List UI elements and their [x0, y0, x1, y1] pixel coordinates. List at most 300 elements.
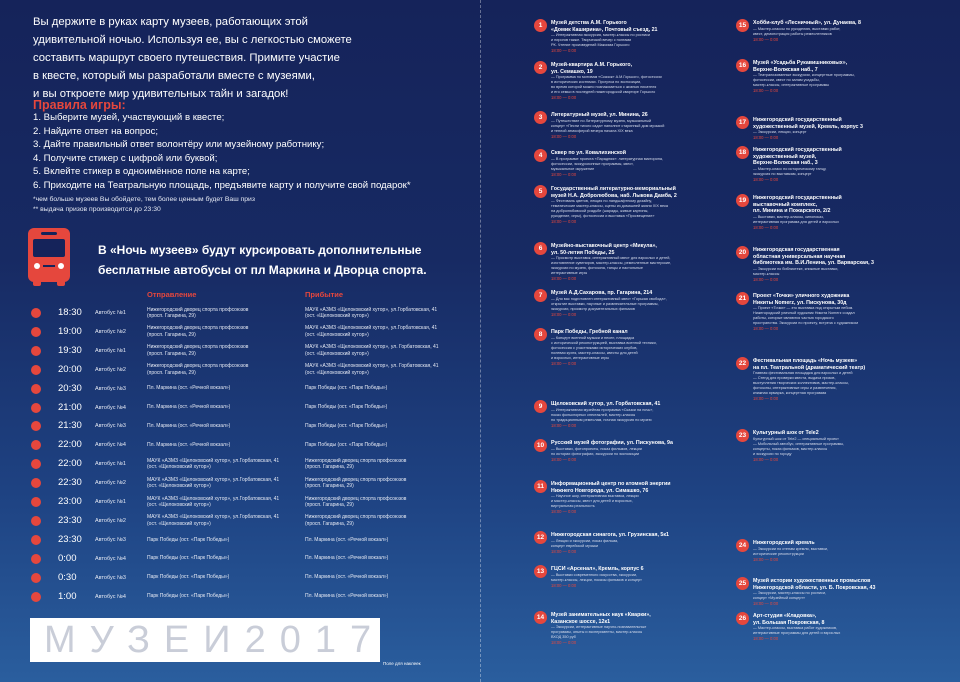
museum-description: — Мастер-классы, выставка работ художников,	[753, 626, 838, 630]
museum-number-badge: 20	[736, 246, 749, 259]
museum-title: Музей детства А.М. Горького	[551, 20, 627, 26]
museum-title: Литературный музей, ул. Минина, 26	[551, 112, 648, 118]
museum-entry-2	[538, 62, 662, 101]
museum-title: Русский музей фотографии, ул. Пискунова, 9а	[551, 440, 673, 446]
table-row	[0, 306, 470, 320]
museum-number-badge: 5	[534, 185, 547, 198]
arrival-place-line: (ост. «Щелоковский хутор»)	[305, 350, 369, 357]
departure-time: 20:00	[58, 363, 82, 375]
museum-description: — Стенд для проверки квеста, выдача призов,	[753, 376, 836, 380]
museum-number-badge: 7	[534, 289, 547, 302]
museum-entry-7	[538, 290, 667, 318]
departure-place	[147, 382, 230, 396]
museum-entry-24	[738, 540, 829, 563]
museum-hours: 18:00 — 0:00	[551, 456, 577, 462]
departure-time: 23:30	[58, 533, 82, 545]
departure-place	[147, 457, 279, 471]
rules-list	[33, 111, 411, 193]
departure-place-line: Нижегородский дворец спорта профсоюзов	[147, 344, 249, 351]
museum-description: — Выставки, мастер-классы, кинопоказ,	[753, 214, 824, 219]
row-marker-dot	[31, 573, 41, 583]
rule-item: 3. Дайте правильный ответ волонтёру или музейному работнику;	[33, 139, 325, 151]
arrival-place-line: Парк Победы (ост. «Парк Победы»)	[305, 423, 388, 430]
museum-description: интерактивная программа для детей и взрослых	[753, 219, 840, 224]
row-marker-dot	[31, 554, 41, 564]
departure-place	[147, 476, 279, 490]
museum-description: — Концерт военной музыки и песен, площадка	[551, 335, 635, 340]
arrival-place-line: Парк Победы (ост. «Парк Победы»)	[305, 404, 388, 411]
arrival-place-line: (просп. Гагарина, 29)	[305, 520, 354, 527]
museum-title: Верхне-Волжская наб., 7	[753, 66, 818, 73]
museum-hours: 18:00 — 0:00	[551, 640, 577, 645]
departure-place-line: (просп. Гагарина, 29)	[147, 369, 196, 376]
museum-hours: 18:00 — 0:00	[753, 224, 779, 230]
museum-description: квест, демонстрация работы ремесленников	[753, 31, 832, 36]
museum-description: открытие выставки, научные и развлекательные программы,	[551, 301, 659, 306]
table-row	[0, 552, 470, 566]
museum-title: Проект «Точки» уличного художника	[753, 293, 850, 299]
museum-description: и взрослых, интерактивные игры	[551, 355, 610, 360]
museum-description: — Научное шоу, интерактивная выставка, лекции	[551, 494, 639, 498]
museum-description: мастер-классы	[753, 271, 780, 276]
bus-number: Автобус №3	[95, 574, 126, 581]
museum-entry-16	[738, 60, 855, 94]
museum-description: — Театрализованные экскурсии, концертные программы,	[753, 73, 855, 77]
museum-hours: 18:00 — 0:00	[551, 548, 577, 554]
departure-place-line: Нижегородский дворец спорта профсоюзов	[147, 306, 249, 313]
row-marker-dot	[31, 365, 41, 375]
table-row	[0, 571, 470, 585]
departure-place-line: (ост. «Щелоковский хутор»)	[147, 464, 211, 471]
intro-line: и вы откроете мир удивительных тайн и загадок!	[33, 88, 289, 100]
sticker-field	[30, 618, 386, 662]
museum-description: экскурсии, просмотр документальных фильмов	[551, 306, 635, 311]
header-departure: Отправление	[147, 290, 197, 299]
departure-place-line: Парк Победы (ост. «Парк Победы»)	[147, 555, 230, 562]
museum-description: полевая кухня, мастер-классы, квесты для детей	[551, 350, 638, 355]
departure-time: 22:30	[58, 477, 82, 489]
museum-description: и теплой атмосферой вечера начала XIX века	[551, 128, 633, 133]
arrival-place-line: Парк Победы (ост. «Парк Победы»)	[305, 442, 388, 449]
museum-title: Нижегородский кремль	[753, 540, 815, 546]
museum-title: выставочный комплекс,	[753, 201, 818, 208]
museum-title: Музей А.Д.Сахарова, пр. Гагарина, 214	[551, 290, 653, 296]
museum-entry-5	[538, 186, 677, 225]
museum-number-badge: 15	[736, 19, 749, 32]
museum-entry-6	[538, 243, 672, 282]
arrival-place	[305, 401, 387, 415]
museum-hours: 18:00 — 0:00	[753, 88, 779, 93]
museum-entry-15	[738, 20, 861, 43]
museum-entry-26	[738, 613, 841, 642]
departure-place	[147, 344, 248, 358]
departure-place-line: (ост. «Щелоковский хутор»)	[147, 483, 211, 490]
museum-number-badge: 17	[736, 116, 749, 129]
announcement-line: бесплатные автобусы от пл Маркина и Дворца спорта.	[98, 263, 427, 277]
museum-description: ВХОД 350 руб	[551, 635, 576, 639]
museum-title: Парк Победы, Гребной канал	[551, 329, 628, 335]
departure-time: 21:30	[58, 420, 82, 432]
museum-description: мастер-классы, лекции, показы фильмов и концерт	[551, 577, 642, 582]
arrival-place-line: (просп. Гагарина, 29)	[305, 483, 354, 490]
bus-number: Автобус №1	[95, 499, 126, 505]
museum-entry-10	[536, 440, 673, 463]
header-arrival: Прибытие	[305, 290, 344, 299]
museum-description: — Экскурсии по стенам кремля, выставки,	[753, 546, 829, 551]
museum-description: фотосессии, экскурсионные программы, квест,	[551, 161, 634, 166]
row-marker-dot	[31, 308, 41, 318]
museum-hours: 18:00 — 0:00	[551, 219, 577, 224]
table-row	[0, 344, 470, 358]
museum-hours: 18:00 — 0:00	[753, 456, 779, 462]
arrival-place-line: (ост. «Щелоковский хутор»)	[305, 331, 369, 338]
museum-description: исторические реконструкции	[753, 551, 804, 556]
arrival-place	[305, 363, 439, 377]
departure-place	[147, 306, 248, 320]
museum-number-badge: 26	[736, 612, 749, 625]
museum-hours: 18:00 — 0:00	[551, 133, 577, 139]
museum-description: мастер-классы, интерактивные программы	[753, 83, 830, 87]
museum-description: выступления творческих коллективов, мастер-классы,	[753, 381, 850, 385]
departure-place-line: Пл. Маркина (ост. «Речной вокзал»)	[147, 385, 231, 392]
bus-number: Автобус №4	[95, 593, 126, 600]
museum-description: — Путешествие по Литературному музею, музыкальный	[551, 118, 652, 123]
departure-time: 22:00	[58, 439, 82, 451]
table-row	[0, 476, 470, 490]
museum-hours: 18:00 — 0:00	[753, 601, 779, 606]
arrival-place-line: Нижегородский дворец спорта профсоюзов	[305, 514, 407, 521]
museum-description: и экскурсии по городу	[753, 451, 792, 456]
museum-entry-3	[538, 112, 665, 140]
museum-entry-1	[538, 20, 658, 54]
departure-place-line: Парк Победы (ост. «Парк Победы»)	[147, 593, 230, 600]
museum-hours: 18:00 — 0:00	[551, 171, 577, 177]
arrival-place	[305, 325, 437, 339]
bus-number: Автобус №1	[95, 347, 126, 354]
departure-place-line: Парк Победы (ост. «Парк Победы»)	[147, 574, 230, 581]
arrival-place	[305, 457, 406, 471]
arrival-place	[305, 476, 406, 490]
museum-title: Щелоковский хутор, ул. Горбатовская, 41	[551, 401, 661, 407]
museum-hours: 18:00 — 0:00	[551, 509, 577, 514]
museum-description: — Лекции и экскурсии, показ фильма,	[551, 538, 619, 543]
museum-description: Нижегородский уличный художник Никита Nomerz создал	[753, 311, 855, 315]
museum-description: — Выставки современного искусства, экскурсии,	[551, 572, 638, 577]
museum-description: книжная ярмарка, концертная программа	[753, 391, 827, 395]
museum-hours: 18:00 — 0:00	[753, 556, 779, 562]
museum-description: РК. Чтение произведений Максима Горького	[551, 43, 630, 47]
museum-description: — Мастер-классы по рукоделию, выставки работ,	[753, 26, 841, 31]
museum-description: и мастер-классы, квест для детей и взрослых,	[551, 499, 633, 503]
announcement-line: В «Ночь музеев» будут курсировать дополнительные	[98, 243, 422, 257]
museum-number-badge: 2	[534, 61, 547, 74]
table-row	[0, 401, 470, 415]
departure-time: 1:00	[58, 590, 77, 602]
museum-description: на добролюбовской усадьбе (шарады, живые картины,	[551, 209, 649, 213]
museum-title: Музей истории художественных промыслов	[753, 578, 871, 584]
bus-number: Автобус №2	[95, 328, 126, 335]
departure-time: 21:00	[58, 401, 82, 413]
museum-description: Культурный шок от Tele2 — специальный проект	[753, 436, 839, 441]
museum-hours: 18:00 — 0:00	[551, 276, 577, 281]
departure-place-line: МАУК «АЗМЗ «Щелоковский хутор», ул.Горбатовская, 41	[147, 514, 280, 521]
museum-hours: 18:00 — 0:00	[551, 582, 577, 588]
museum-description: — Выставки, фотопроекты, показ фильмов, лекции	[551, 446, 642, 451]
museum-description: музыкальное окружение	[551, 166, 595, 171]
rules-title: Правила игры:	[33, 98, 126, 112]
bus-number: Автобус №2	[95, 366, 126, 373]
arrival-place-line: Пл. Маркина (ост. «Речной вокзал»)	[305, 555, 389, 562]
arrival-place-line: МАУК «АЗМЗ «Щелоковский хутор», ул.Горбатовская, 41	[305, 306, 438, 313]
museum-entry-23	[738, 430, 845, 463]
museum-description: — Программа по мотивам «Сказок» А.М.Горького, фотосессии	[551, 75, 662, 79]
museum-hours: 18:00 — 0:00	[753, 176, 779, 182]
museum-description: — Интерактивная экскурсия, мастер-классы по росписи	[551, 33, 650, 37]
museum-title: Нижегородская государственная	[753, 247, 840, 253]
museum-entry-8	[538, 329, 657, 367]
museum-title: Нижегородский государственный	[753, 195, 842, 201]
museum-hours: 18:00 — 0:00	[551, 48, 577, 53]
museum-description: виртуальная реальность	[551, 504, 595, 508]
bus-number: Автобус №2	[95, 480, 126, 487]
museum-hours: 18:00 — 0:00	[551, 311, 577, 317]
museum-description: — Мастер-класс по историческому танцу,	[753, 166, 827, 171]
arrival-place	[305, 306, 437, 320]
museum-description: с исторической реконструкцией, выставка военной техники,	[551, 340, 657, 345]
departure-time: 20:30	[58, 382, 82, 394]
museum-entry-17	[738, 117, 863, 141]
table-row	[0, 363, 470, 377]
museum-entry-25	[738, 578, 876, 607]
museum-description: изготовление сувениров, мастер-классы, ремесленные мастерские,	[551, 261, 672, 265]
museum-hours: 18:00 — 0:00	[753, 135, 779, 140]
museum-title: Верхне-Волжская наб., 3	[753, 160, 818, 166]
museum-title: Фестивальная площадь «Ночь музеев»	[753, 358, 858, 364]
departure-place-line: Пл. Маркина (ост. «Речной вокзал»)	[147, 442, 231, 449]
row-marker-dot	[31, 440, 41, 450]
arrival-place-line: (ост. «Щелоковский хутор»)	[305, 369, 369, 376]
arrival-place	[305, 419, 387, 433]
departure-time: 18:30	[58, 307, 82, 318]
arrival-place-line: Пл. Маркина (ост. «Речной вокзал»)	[305, 574, 389, 581]
museum-title: Нижегородской области, ул. Б. Покровская, 43	[753, 584, 876, 591]
departure-place	[147, 495, 279, 509]
museum-hours: 18:00 — 0:00	[753, 276, 779, 282]
sticker-letters: МУЗЕИ2017	[44, 619, 386, 661]
museum-description: — В программе проекта «Парадняя»: литературная викторина,	[551, 156, 663, 161]
departure-place	[147, 552, 229, 566]
museum-number-badge: 4	[534, 149, 547, 162]
footnotes	[33, 195, 255, 215]
departure-time: 23:00	[58, 496, 82, 507]
museum-description: работы, которые являются частью городского	[753, 316, 834, 320]
museum-number-badge: 6	[534, 242, 547, 255]
museum-description: — Экскурсии по библиотеке, книжные выставки,	[753, 266, 839, 271]
departure-place	[147, 571, 229, 585]
arrival-place	[305, 571, 388, 585]
museum-title: пл. Минина и Пожарского, 2/2	[753, 208, 831, 214]
museum-number-badge: 11	[534, 480, 547, 493]
intro-line: составить маршрут своего путешествия. Примите участие	[33, 52, 340, 64]
museum-title: художественный музей,	[753, 153, 817, 160]
museum-description: рукоделие, игры), фотосессии и выставка «Просвещение»	[551, 214, 655, 218]
arrival-place-line: (просп. Гагарина, 29)	[305, 464, 354, 471]
row-marker-dot	[31, 327, 41, 337]
museum-title: Музей занимательных наук «Кварки»,	[551, 612, 651, 618]
row-marker-dot	[31, 459, 41, 469]
museum-number-badge: 9	[534, 400, 547, 413]
row-marker-dot	[31, 592, 41, 602]
museum-title: на пл. Театральной (драматический театр)	[753, 364, 866, 371]
table-row	[0, 533, 470, 547]
museum-description: по традиционным ремеслам, ночная экскурсия по музею	[551, 417, 652, 422]
museum-description: и пирогов также. Творческий вечер с поэтами	[551, 38, 632, 42]
museum-entry-22	[738, 358, 866, 402]
museum-title: Нижегородский государственный	[753, 117, 842, 123]
museum-hours: 18:00 — 0:00	[753, 396, 779, 401]
museum-description: и его семьи в последней нижегородской квартире Горького	[551, 90, 656, 94]
bus-number: Автобус №1	[95, 310, 126, 316]
museum-title: Музей-квартира А.М. Горького,	[551, 62, 633, 68]
museum-description: интерактивные программы для детей и взрослых	[753, 631, 841, 635]
arrival-place	[305, 344, 439, 358]
museum-number-badge: 22	[736, 357, 749, 370]
arrival-place-line: Пл. Маркина (ост. «Речной вокзал»)	[305, 593, 389, 600]
museum-description: — Экскурсии, мастер-классы по росписи,	[753, 591, 827, 595]
museum-description: — Мобильный автобус, интерактивные программы,	[753, 441, 845, 446]
museum-number-badge: 3	[534, 111, 547, 124]
bus-number: Автобус №4	[95, 442, 126, 449]
museum-title: Нижегородская синагога, ул. Грузинская, 5к1	[551, 532, 669, 538]
departure-time: 22:00	[58, 458, 82, 470]
departure-place-line: (ост. «Щелоковский хутор»)	[147, 520, 211, 527]
museum-number-badge: 16	[736, 59, 749, 72]
museum-number-badge: 1	[534, 19, 547, 32]
museum-title: Нижнего Новгорода, ул. Симашко, 76	[551, 487, 649, 494]
museum-description: экскурсия по выставкам, концерт	[753, 171, 812, 176]
museum-number-badge: 24	[736, 539, 749, 552]
table-row	[0, 382, 470, 396]
departure-time: 19:00	[58, 325, 82, 337]
arrival-place	[305, 438, 387, 452]
departure-place	[147, 590, 229, 604]
table-row	[0, 438, 470, 452]
arrival-place-line: Нижегородский дворец спорта профсоюзов	[305, 457, 407, 464]
table-row	[0, 514, 470, 528]
departure-place	[147, 325, 248, 339]
museum-title: Никиты Nomerz, ул. Пискунова, 30д	[753, 299, 847, 306]
museum-hours: 18:00 — 0:00	[753, 636, 779, 641]
museum-title: Хобби-клуб «Лесничный», ул. Дунаева, 8	[753, 20, 861, 26]
intro-text	[33, 13, 352, 103]
museum-description: в исторических костюмах. Прогулка по экспозиции,	[551, 80, 642, 84]
footnote: *чем больше музеев Вы обойдете, тем более ценным будет Ваш приз	[33, 196, 255, 203]
arrival-place	[305, 495, 406, 509]
museum-title: Информационный центр по атомной энергии	[551, 481, 671, 487]
museum-title: Музей «Усадьба Рукавишниковых»,	[753, 60, 848, 66]
museum-number-badge: 8	[534, 328, 547, 341]
departure-time: 19:30	[58, 344, 82, 356]
museum-description: — Для вас подготовлен интерактивный квест «Горькая свобода»,	[551, 296, 667, 301]
arrival-place	[305, 590, 388, 604]
museum-title: «Домик Каширина», Почтовый съезд, 21	[551, 26, 658, 33]
arrival-place-line: Парк Победы (ост. «Парк Победы»)	[305, 385, 388, 392]
museum-hours: 18:00 — 0:00	[551, 422, 577, 428]
arrival-place	[305, 514, 406, 528]
departure-place	[147, 533, 229, 547]
bus-number: Автобус №2	[95, 517, 126, 524]
museum-description: концерт еврейской музыки	[551, 543, 599, 548]
row-marker-dot	[31, 421, 41, 431]
departure-place-line: Пл. Маркина (ост. «Речной вокзал»)	[147, 404, 231, 411]
departure-place	[147, 419, 230, 433]
departure-place-line: (просп. Гагарина, 29)	[147, 350, 196, 357]
museum-entry-12	[536, 532, 669, 555]
arrival-place-line: Пл. Маркина (ост. «Речной вокзал»)	[305, 536, 389, 543]
departure-place	[147, 363, 248, 377]
row-marker-dot	[31, 497, 41, 507]
museum-description: показ фольклорных спектаклей, мастер-классы	[551, 412, 636, 417]
departure-place	[147, 438, 230, 452]
museum-entry-9	[538, 401, 661, 429]
museum-number-badge: 21	[736, 292, 749, 305]
museum-entry-4	[538, 150, 663, 178]
museum-number-badge: 10	[534, 439, 547, 452]
departure-place-line: (просп. Гагарина, 29)	[147, 313, 196, 319]
row-marker-dot	[31, 384, 41, 394]
museum-entry-14	[536, 612, 651, 646]
footnote: ** выдача призов производится до 23:30	[33, 206, 161, 213]
departure-time: 23:30	[58, 514, 82, 526]
arrival-place	[305, 552, 388, 566]
rule-item: 5. Вклейте стикер в одноимённое поле на карте;	[33, 166, 250, 178]
museum-entry-19	[738, 195, 842, 231]
museum-number-badge: 18	[736, 146, 749, 159]
museum-description: фотосессии, квест по залам усадьбы,	[753, 78, 820, 82]
museum-description: экскурсии по музею, фотозона, танцы и настольные	[551, 266, 643, 270]
row-marker-dot	[31, 346, 41, 356]
museum-number-badge: 13	[534, 565, 547, 578]
museum-number-badge: 12	[534, 531, 547, 544]
departure-place-line: (ост. «Щелоковский хутор»)	[147, 502, 211, 508]
museum-title: Нижегородский государственный	[753, 147, 842, 153]
table-row	[0, 590, 470, 604]
museum-description: по истории фотографии, экскурсии по экспозиции	[551, 451, 640, 456]
bus-announcement	[98, 240, 427, 280]
museum-entry-18	[738, 147, 842, 183]
arrival-place-line: МАУК «АЗМЗ «Щелоковский хутор», ул.Горбатовская, 41	[305, 325, 438, 332]
museum-description: концерт «Музейный концерт»	[753, 596, 806, 600]
museum-description: фотозоны, интерактивные игры и развлечения,	[753, 386, 837, 390]
museum-hours: 18:00 — 0:00	[753, 326, 779, 331]
museum-hours: 18:00 — 0:00	[551, 95, 577, 100]
arrival-place-line: (просп. Гагарина, 29)	[305, 502, 354, 508]
departure-time: 0:00	[58, 552, 77, 564]
museum-title: ул. Семашко, 19	[551, 68, 593, 75]
museum-title: библиотека им. В.И.Ленина, ул. Варварская, 3	[753, 260, 874, 266]
rule-item: 4. Получите стикер с цифрой или буквой;	[33, 152, 218, 164]
bus-number: Автобус №4	[95, 404, 126, 411]
museum-entry-13	[536, 566, 644, 589]
departure-place	[147, 401, 230, 415]
table-row	[0, 325, 470, 339]
departure-place-line: МАУК «АЗМЗ «Щелоковский хутор», ул.Горбатовская, 41	[147, 495, 280, 502]
museum-description: концерты, показ фильмов, мастер-классы	[753, 446, 828, 451]
departure-place-line: Пл. Маркина (ост. «Речной вокзал»)	[147, 423, 231, 430]
arrival-place-line: МАУК «АЗМЗ «Щелоковский хутор», ул. Горбатовская, 41	[305, 344, 439, 351]
museum-title: Государственный литературно-мемориальный	[551, 186, 676, 192]
museum-title: ул. Большая Покровская, 8	[753, 619, 825, 626]
